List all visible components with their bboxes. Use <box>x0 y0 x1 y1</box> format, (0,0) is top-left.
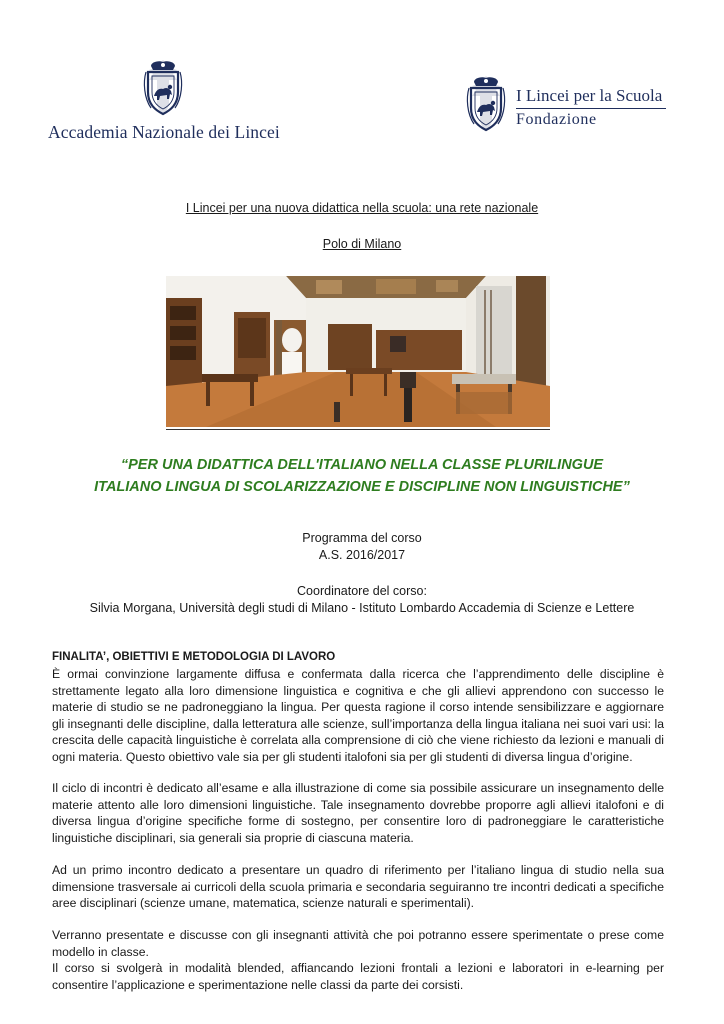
accademia-name: Accademia Nazionale dei Lincei <box>48 122 280 142</box>
lincei-crest-icon <box>462 74 510 132</box>
photo-divider <box>166 429 550 430</box>
course-title-line1: “PER UNA DIDATTICA DELL'ITALIANO NELLA CLASSE PLURILINGUE <box>120 457 604 473</box>
accademia-logo <box>48 58 278 143</box>
school-year: A.S. 2016/2017 <box>318 548 406 562</box>
paragraph: Ad un primo incontro dedicato a presentare un quadro di riferimento per l’italiano lingua di studio nella sua dimensione trasversale ai curricoli della scuola primaria e secondaria seguiranno tre incontri dedicati a specifiche aree disciplinari (scienze umane, matematica, scienze naturali e sperimentali). <box>52 863 664 911</box>
course-title-line2: ITALIANO LINGUA DI SCOLARIZZAZIONE E DISCIPLINE NON LINGUISTICHE” <box>94 479 630 495</box>
paragraph: È ormai convinzione largamente diffusa e confermata dalla ricerca che l’apprendimento delle discipline è strettamente legato alla loro dimensione linguistica e cognitiva e che gli allievi apprendono con successo le materie di studio se ne padroneggiano la lingua. Per questa ragione il corso intende sensibilizzare e aggiornare gli insegnanti delle discipline, dalla letteratura alle scienze, sull’importanza della lingua italiana nei suoi vari usi: la crescita delle capacità linguistiche è correlata alla comprensione di ciò che viene richiesto da lezioni e manuali di ogni materia. Questo obiettivo vale sia per gli studenti italofoni sia per gli studenti di diversa lingua d’origine. <box>52 667 664 764</box>
fondazione-logo <box>462 74 672 134</box>
paragraph: Il corso si svolgerà in modalità blended, affiancando lezioni frontali a lezioni e laboratori in e-learning per consentire l’applicazione e sperimentazione nelle classi da parte dei corsisti. <box>52 961 664 992</box>
logo-divider <box>516 108 666 109</box>
program-title: Programma del corso <box>302 531 422 545</box>
polo-title: Polo di Milano <box>322 237 402 251</box>
lincei-crest-icon <box>139 58 187 116</box>
section-title: FINALITA’, OBIETTIVI E METODOLOGIA DI LAVORO <box>52 651 336 663</box>
library-photo <box>166 276 550 427</box>
paragraph: Verranno presentate e discusse con gli insegnanti attività che poi potranno essere sperimentate o prese come modello in classe. <box>52 928 664 959</box>
coordinator-label: Coordinatore del corso: <box>297 584 427 598</box>
fondazione-title: I Lincei per la Scuola <box>516 86 663 105</box>
coordinator-name: Silvia Morgana, Università degli studi di Milano - Istituto Lombardo Accademia di Scienze e Lettere <box>89 601 635 615</box>
fondazione-subtitle: Fondazione <box>516 111 597 128</box>
paragraph: Il ciclo di incontri è dedicato all’esame e alla illustrazione di come sia possibile assicurare un insegnamento delle materie attento alle loro dimensioni linguistiche. Tale insegnamento dovrebbe proporre agli allievi italofoni e di diversa lingua d’origine specifiche forme di sostegno, per consentire loro di padroneggiare le caratteristiche linguistiche disciplinari, sia generali sia proprie di ciascuna materia. <box>52 781 664 845</box>
network-title: I Lincei per una nuova didattica nella scuola: una rete nazionale <box>185 201 539 215</box>
